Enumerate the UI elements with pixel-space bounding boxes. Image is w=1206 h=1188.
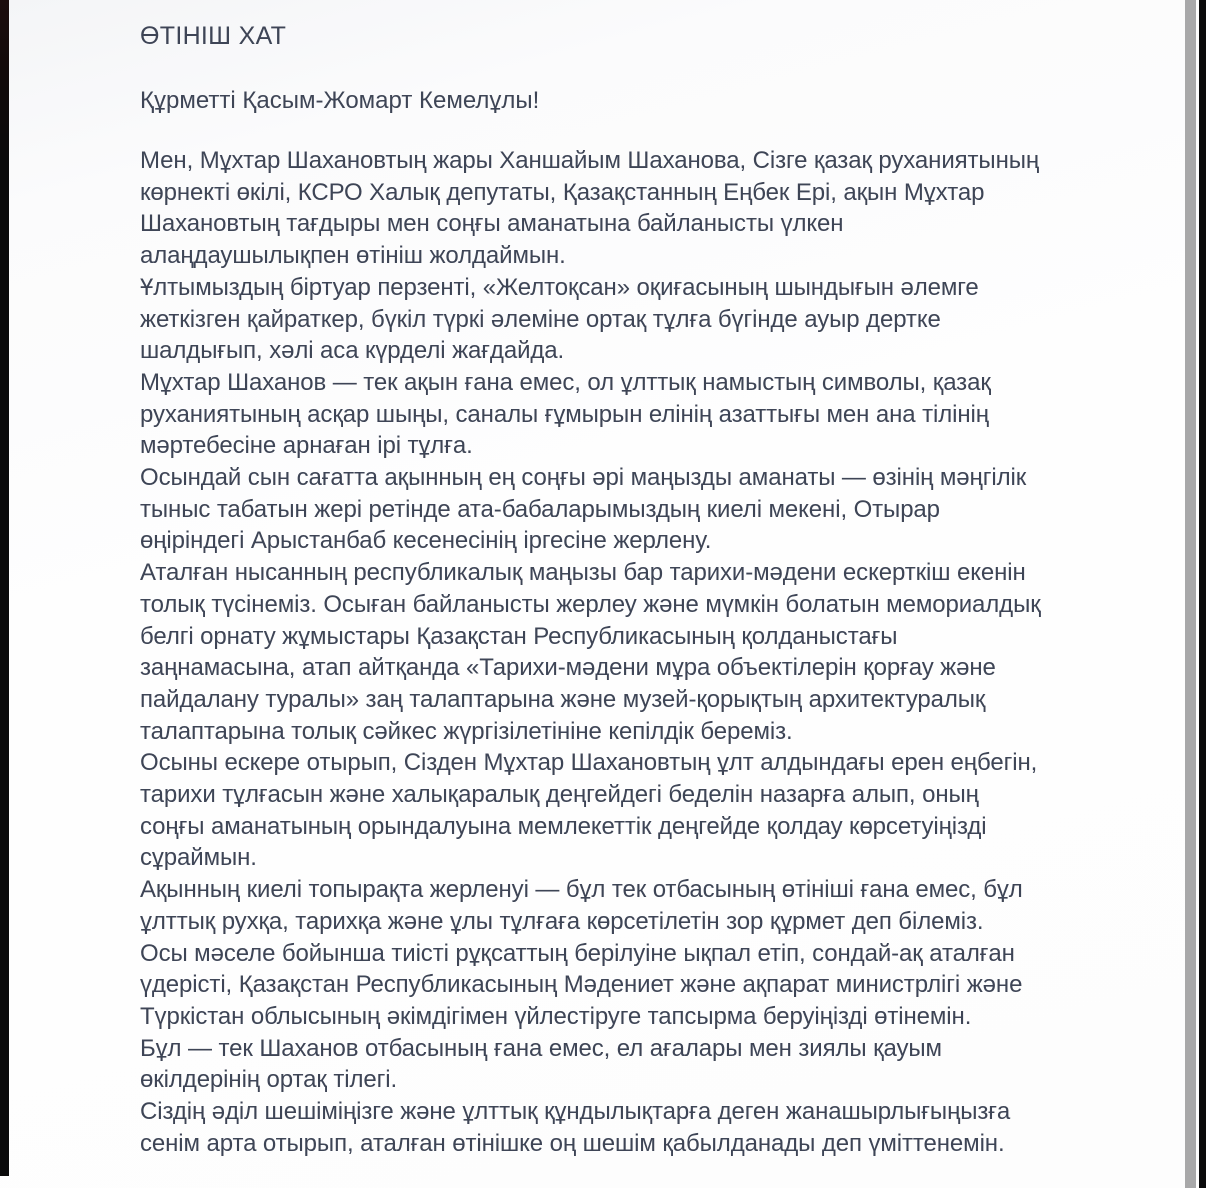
body-line: соңғы аманатының орындалуына мемлекеттік деңгейде қолдау көрсетуіңізді xyxy=(140,812,987,840)
body-line: заңнамасына, атап айтқанда «Тарихи-мәдени мұра объектілерін қорғау және xyxy=(140,654,996,682)
letter-page xyxy=(140,20,1140,1160)
body-line: шалдығып, хәлі аса күрделі жағдайда. xyxy=(140,337,565,365)
body-line: сенім арта отырып, аталған өтінішке оң шешім қабылданады деп үміттенемін. xyxy=(140,1129,1005,1157)
body-line: Ұлтымыздың біртуар перзенті, «Желтоқсан» оқиғасының шындығын әлемге xyxy=(140,273,979,301)
body-line: Түркістан облысының әкімдігімен үйлестіруге тапсырма беруіңізді өтінемін. xyxy=(140,1002,972,1030)
body-line: Осы мәселе бойынша тиісті рұқсаттың берілуіне ықпал етіп, сондай-ақ аталған xyxy=(140,939,1015,967)
body-line: өңіріндегі Арыстанбаб кесенесінің іргесіне жерлену. xyxy=(140,527,712,555)
body-line: Мұхтар Шаханов — тек ақын ғана емес, ол ұлттық намыстың символы, қазақ xyxy=(140,368,991,396)
body-line: Аталған нысанның республикалық маңызы бар тарихи-мәдени ескерткіш екенін xyxy=(140,559,1026,587)
body-line: Сіздің әділ шешіміңізге және ұлттық құндылықтарға деген жанашырлығыңызға xyxy=(140,1098,1011,1126)
body-line: Шахановтың тағдыры мен соңғы аманатына байланысты үлкен xyxy=(140,210,844,238)
body-line: мәртебесіне арнаған ірі тұлға. xyxy=(140,432,473,460)
body-line: жеткізген қайраткер, бүкіл түркі әлеміне ортақ тұлға бүгінде ауыр дертке xyxy=(140,305,941,333)
body-line: сұраймын. xyxy=(140,844,257,872)
body-line: Бұл — тек Шаханов отбасының ғана емес, ел ағалары мен зиялы қауым xyxy=(140,1034,942,1062)
body-line: өкілдерінің ортақ тілегі. xyxy=(140,1066,398,1094)
body-line: Осыны ескере отырып, Сізден Мұхтар Шахановтың ұлт алдындағы ерен еңбегін, xyxy=(140,749,1038,777)
body-line: толық түсінеміз. Осыған байланысты жерлеу және мүмкін болатын мемориалдық xyxy=(140,590,1041,618)
body-line: Мен, Мұхтар Шахановтың жары Ханшайым Шаханова, Сізге қазақ руханиятының xyxy=(140,147,1040,174)
body-line: талаптарына толық сәйкес жүргізілетініне кепілдік береміз. xyxy=(140,717,793,745)
body-line: пайдалану туралы» заң талаптарына және музей-қорықтың архитектуралық xyxy=(140,685,986,713)
body-line: үдерісті, Қазақстан Республикасының Мәдениет және ақпарат министрлігі және xyxy=(140,971,1023,999)
body-line: алаңдаушылықпен өтініш жолдаймын. xyxy=(140,242,566,270)
letter-greeting: Құрметті Қасым-Жомарт Кемелұлы! xyxy=(140,87,540,114)
letter-body xyxy=(140,145,1140,1160)
body-line: Осындай сын сағатта ақынның ең соңғы әрі маңызды аманаты — өзінің мәңгілік xyxy=(140,464,1027,492)
body-line: Ақынның киелі топырақта жерленуі — бұл тек отбасының өтініші ғана емес, бұл xyxy=(140,876,1023,904)
body-line: тыныс табатын жері ретінде ата-бабаларымыздың киелі мекені, Отырар xyxy=(140,495,940,523)
photo-right-black-edge xyxy=(1199,0,1206,1188)
letter-title: ӨТІНІШ ХАТ xyxy=(140,22,287,50)
body-line: тарихи тұлғасын және халықаралық деңгейдегі беделін назарға алып, оның xyxy=(140,781,979,809)
body-line: ұлттық рухқа, тарихқа және ұлы тұлғаға көрсетілетін зор құрмет деп білеміз. xyxy=(140,907,984,935)
body-line: белгі орнату жұмыстары Қазақстан Республикасының қолданыстағы xyxy=(140,622,898,650)
photo-right-gray-edge xyxy=(1185,0,1196,1188)
body-line: руханиятының асқар шыңы, саналы ғұмырын елінің азаттығы мен ана тілінің xyxy=(140,400,989,428)
photo-left-edge xyxy=(0,0,9,1176)
body-line: көрнекті өкілі, КСРО Халық депутаты, Қазақстанның Еңбек Ері, ақын Мұхтар xyxy=(140,178,985,206)
